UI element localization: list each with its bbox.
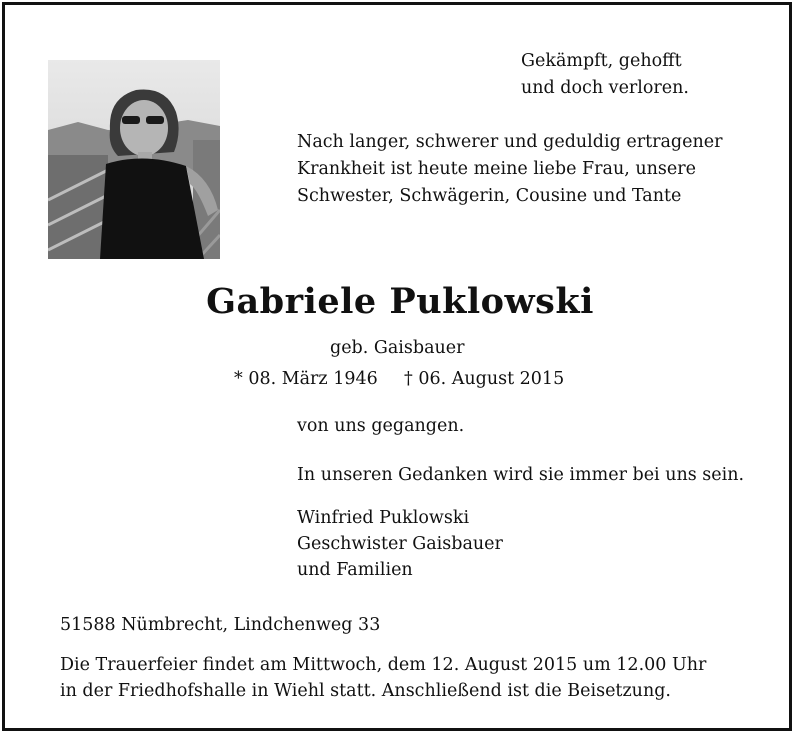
intro-line-3: Schwester, Schwägerin, Cousine und Tante — [297, 186, 682, 206]
funeral-line-1: Die Trauerfeier findet am Mittwoch, dem 12. August 2015 um 12.00 Uhr — [60, 655, 707, 675]
motto-line-2: und doch verloren. — [521, 78, 689, 98]
death-date: † 06. August 2015 — [404, 369, 565, 389]
birth-date: * 08. März 1946 — [234, 369, 378, 389]
mourner-1: Winfried Puklowski — [297, 508, 470, 528]
intro-line-2: Krankheit ist heute meine liebe Frau, unsere — [297, 159, 696, 179]
deceased-name: Gabriele Puklowski — [206, 281, 594, 322]
mourner-3: und Familien — [297, 560, 413, 580]
motto-line-1: Gekämpft, gehofft — [521, 51, 682, 71]
portrait-photo — [48, 60, 220, 259]
departed-text: von uns gegangen. — [297, 416, 465, 436]
address: 51588 Nümbrecht, Lindchenweg 33 — [60, 615, 381, 635]
intro-line-1: Nach langer, schwerer und geduldig ertragener — [297, 132, 723, 152]
maiden-name: geb. Gaisbauer — [330, 338, 465, 358]
memory-text: In unseren Gedanken wird sie immer bei uns sein. — [297, 465, 745, 485]
funeral-line-2: in der Friedhofshalle in Wiehl statt. Anschließend ist die Beisetzung. — [60, 681, 671, 701]
mourner-2: Geschwister Gaisbauer — [297, 534, 503, 554]
